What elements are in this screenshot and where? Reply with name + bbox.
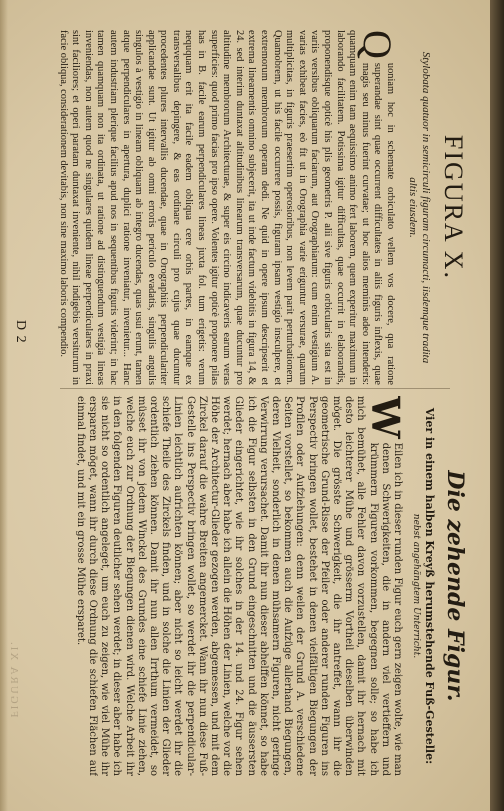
- page-edge: [490, 0, 504, 811]
- german-column: [18, 396, 468, 776]
- german-figure-title: Die zehende Figur.: [442, 470, 468, 702]
- latin-column: [38, 30, 468, 385]
- german-dropcap: W: [363, 396, 408, 439]
- column-divider: [60, 388, 450, 389]
- german-paragraph: Eilen ich in dieser runden Figur euch gern zeigen wolte, wie man denen Schwerigkeiten, die in andern viel vertieffern und krümmern Figuren vorkommen, begegnen solle; so habe ich mich bemühet, alle Fehler davon vorzustellen, damit ihr hernach mit desto leichterer Mühe und grösserm Vortheil dieselben überwinden möget. Die grösste Schwerigkeit, die ihr antreffet, wann ihr die geometrische Grund-Risse der Pfeiler oder anderer runden Figuren ins Perspectiv bringen wollet, bestehet in denen vielfältigen Biegungen der Profilen oder Aufziehungen: denn weilen der Grund A. verschiedene Seiten vorstellet, so bekommen auch die Aufzüge allerhand Biegungen, deren Vielheit, sonderlich in denen mühsamern Figuren, nicht geringe Verwirrung verursachet. Damit ihr nun dieser abhelffen könnet, so habe ich die Figur selbsten in den Grund eingeschnitten und die äussersten Glieder eingerichtet, wie ihr solches in der 14. und 24. Figur sehen werdet; hernach aber habe ich allein die Höhen der Linien, welche vor die Höhe der Architectur-Glieder gezogen werden, abgemessen, und mit dem Zirckel darauf die wahre Breiten angemercket. Wann ihr nun diese Fuß-Gestelle ins Perspectiv bringen wollet, so werdet ihr die perpendicular-Linien leichtlich aufrichten können; aber nicht so leicht werdet ihr die schiefe Theile des Zirckels finden, und in solche die Linien der Glieder ordentlich ziehen können. Damit ihr nun allen Irrthum vermeidet, so müsset ihr von jedem Winckel des Grundes eine schiefe Linie ziehen, welche euch zur Ordnung der Biegungen dienen wird. Welche Arbeit ihr in den folgenden Figuren deutlicher sehen werdet; in dieser aber habe ich sie nicht so ordentlich angeleget, um euch zu zeigen, wie viel Mühe ihr ersparen möget, wann ihr durch diese Ordnung die schiefen Flächen auf einmal findet, und mit ein grosse Mühe ersparet.: [74, 396, 403, 776]
- german-body-text: [74, 396, 408, 776]
- latin-subtitle: Stylobata quatuor in semicirculi figuram circumacti, iisdemque tradita altis eiusdem.: [407, 51, 432, 364]
- latin-body-text: [56, 30, 400, 385]
- german-subtitle-note: nebst angehängtem Unterricht.: [411, 513, 421, 659]
- latin-figure-title: FIGURA X.: [439, 134, 468, 281]
- latin-paragraph: uoniam hoc in schemate orbiculato vellem vos docere, qua ratione superandae sint quae occurrent difficultates in aliis figuris inflexis, quae magis seu minus fuerint curvatae; ut hoc alios meminis adeo intenderis: quamquam enim tam aequissimo animo fert laborem, quem experitur maximum in laborando facilitatem. Potissima igitur difficultas, quae occurrit in elaborandis, proponendisque opticè his plis geometris P. alii sive figuris orbicularis sita est in variis versibus obliquarum faciarum, aut Orographiarum: cum enim vestigium A. varias exhibeat facies, eò fit ut in Orographia varie eriguntur versurae, quarum multiplicitas, in figuris praesertim operosioribus, non levem parit perturbationem. Quamobrem, ut his facile occurrere possis, figuram ipsam vestigio insculpere, et extremorum membrorum operam dedi. Ne quid in opere ipsum descripserit et extrema lineamentis omnino subjecerit, ita ut inde factum videbitis in figura 14, & 24. sed interim duntaxat altitudinibus linearum transversarum, quae ducuntur pro altitudine membrorum Architecturae, & super eis circino indicaveris earum veras superficies: quod primo facias pro ipso opere. Volentes igitur opticè proponere pilas has in B. facile earum perpendiculares lineas juxta fol. tum erigetis: verum neququam erit ita facile eadem obliqua cere orbis partes, in eamque ex transversalibus depingere, & eas ordinare circuli pro cujus quae ducuntur procedentes plures intervallis ducendae, quae in Orographiis perpendiculariter applicandae sunt. Ut igitur ab omni erroris periculo evadatis, singulis angulis singulos à vestigio in lineam obliquam ab integro ducendas, quas usui erunt, tamen atque perpendiculares in apertura, duplici ratione inveniatur, invenietur... Hanc autem industriam plerique facilius apud nos in sequentibus figuris viderint; in hac tamen quamquam non ita ordinata, ut ratione ad distinguendum vestigia lineas inveniendas, non autem quod ne singulares quidem lineae perpendiculares in praxi sint faciliores; et operi paratam duntaxat inveniente, nihil indigebis versiturum in facie obliqua, considerationem devitabis, non sine maximo laboris compendio.: [57, 30, 396, 385]
- german-subtitle: Vier in einem halben Kreyß herumstehende Fuß-Gestelle:: [423, 407, 436, 765]
- bleed-through-text: FIGURA XI.: [8, 640, 20, 718]
- latin-dropcap: Q: [355, 30, 400, 59]
- signature-mark: D 2: [13, 320, 28, 344]
